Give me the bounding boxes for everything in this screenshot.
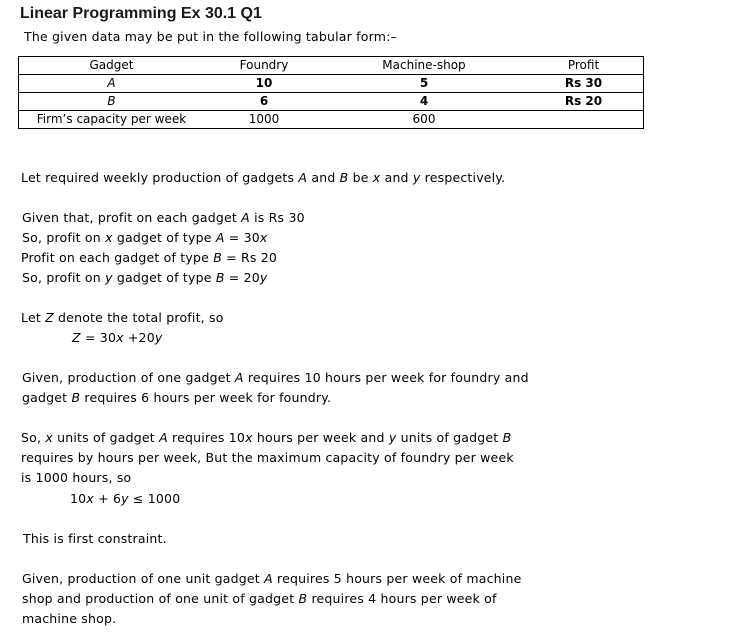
paragraph-line: So, profit on x gadget of type A = 30x <box>22 230 268 245</box>
table-row <box>19 75 644 93</box>
equation-objective: Z = 30x +20y <box>72 330 163 345</box>
equation-constraint-1: 10x + 6y ≤ 1000 <box>70 491 181 506</box>
cell-gadget: A <box>19 75 205 93</box>
cell-foundry: 6 <box>204 93 324 111</box>
paragraph-line: shop and production of one unit of gadget B requires 4 hours per week of <box>22 591 497 606</box>
paragraph-line: So, x units of gadget A requires 10x hours per week and y units of gadget B <box>21 430 512 445</box>
header-machine-shop: Machine-shop <box>382 58 466 72</box>
paragraph-line: machine shop. <box>22 611 117 626</box>
data-table <box>18 56 644 129</box>
paragraph-line: Given, production of one unit gadget A requires 5 hours per week of machine <box>22 571 522 586</box>
cell-machine-shop: 600 <box>324 111 524 129</box>
table-row <box>19 111 644 129</box>
paragraph-line: Let Z denote the total profit, so <box>21 310 224 325</box>
paragraph-line: Given that, profit on each gadget A is Rs 30 <box>22 210 305 225</box>
paragraph-line: Profit on each gadget of type B = Rs 20 <box>21 250 278 265</box>
cell-profit <box>524 111 644 129</box>
cell-foundry: 10 <box>204 75 324 93</box>
paragraph-line: gadget B requires 6 hours per week for foundry. <box>22 390 332 405</box>
paragraph-line: requires by hours per week, But the maximum capacity of foundry per week <box>21 450 514 465</box>
cell-gadget: B <box>19 93 205 111</box>
cell-machine-shop: 4 <box>324 93 524 111</box>
table-header-row <box>19 57 644 75</box>
page-title: Linear Programming Ex 30.1 Q1 <box>20 5 262 22</box>
paragraph-line: So, profit on y gadget of type B = 20y <box>22 270 268 285</box>
header-profit: Profit <box>567 58 600 72</box>
paragraph-line: is 1000 hours, so <box>21 470 132 485</box>
cell-profit: Rs 20 <box>524 93 644 111</box>
cell-machine-shop: 5 <box>324 75 524 93</box>
cell-foundry: 1000 <box>204 111 324 129</box>
paragraph-line: This is first constraint. <box>23 531 167 546</box>
header-gadget: Gadget <box>89 58 134 72</box>
table-row <box>19 93 644 111</box>
paragraph-line: Let required weekly production of gadgets A and B be x and y respectively. <box>21 170 506 185</box>
header-foundry: Foundry <box>239 58 289 72</box>
cell-profit: Rs 30 <box>524 75 644 93</box>
cell-gadget: Firm’s capacity per week <box>19 111 205 129</box>
intro-text: The given data may be put in the following tabular form:– <box>24 29 397 44</box>
paragraph-line: Given, production of one gadget A requires 10 hours per week for foundry and <box>22 370 529 385</box>
